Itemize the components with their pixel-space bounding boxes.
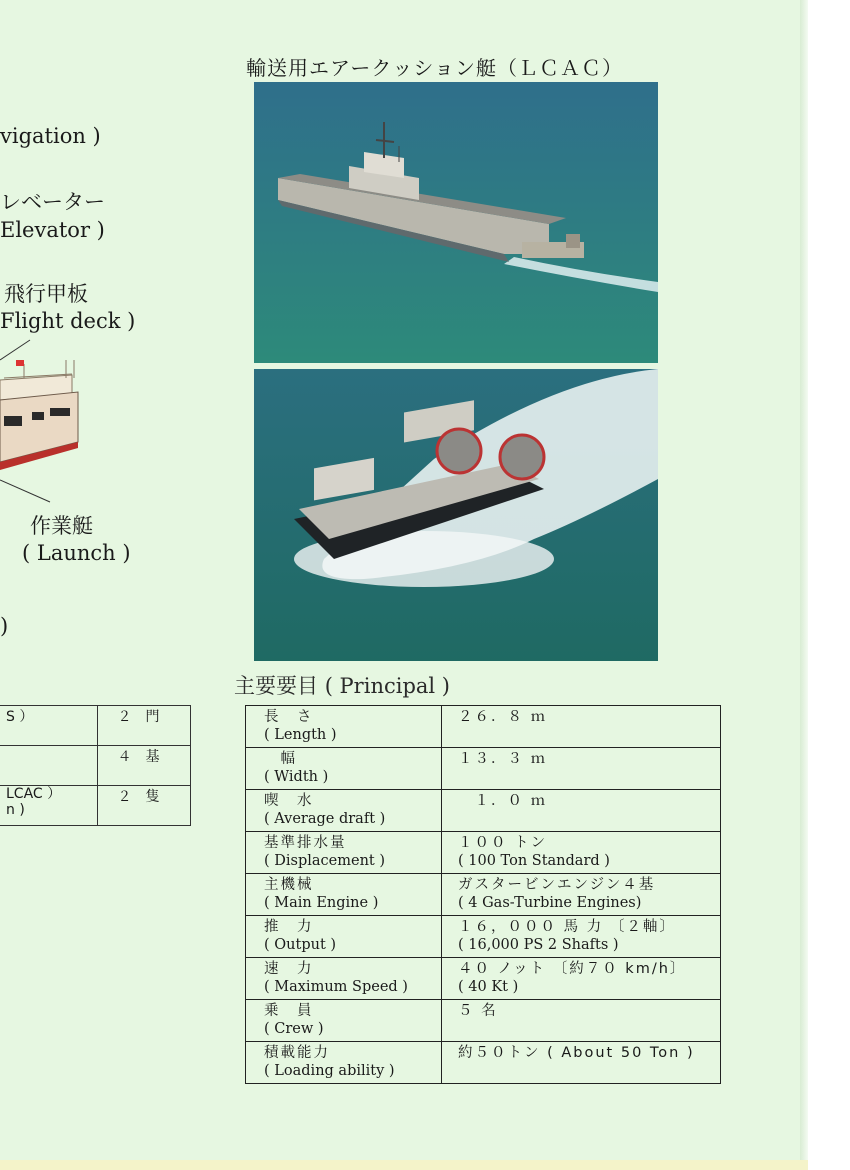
lcac-photo (254, 369, 658, 661)
spec-key-en: ( Width ) (264, 769, 329, 785)
spec-value-cell (442, 1042, 721, 1084)
spec-key-jp: 基準排水量 (264, 835, 347, 851)
flight-deck-label-en: Flight deck ) (0, 309, 136, 333)
spec-value-line1: １．０ ｍ (458, 793, 548, 809)
spec-value-line1: １６，０００ 馬 力 〔２軸〕 (458, 919, 676, 935)
left-table-label-line2: n ) (6, 802, 25, 818)
page-edge (800, 0, 808, 1170)
spec-key-cell (246, 874, 442, 916)
spec-key-cell (246, 706, 442, 748)
spec-value-line1: １００ トン (458, 835, 548, 851)
spec-row (246, 748, 721, 790)
spec-key-en: ( Average draft ) (264, 811, 386, 827)
spec-value-cell (442, 706, 721, 748)
table-row (0, 706, 190, 746)
left-table-label: S ） (0, 706, 97, 746)
spec-key-en: ( Crew ) (264, 1021, 324, 1037)
spec-row (246, 706, 721, 748)
principal-title-en: ( Principal ) (324, 674, 450, 698)
spec-value-cell (442, 832, 721, 874)
spec-key-en: ( Loading ability ) (264, 1063, 395, 1079)
spec-key-cell (246, 832, 442, 874)
left-table-value: ２ 門 (97, 706, 190, 746)
spec-key-cell (246, 748, 442, 790)
left-armament-table (0, 705, 191, 826)
spec-value-cell (442, 958, 721, 1000)
launch-label-en: ( Launch ) (22, 541, 131, 565)
spec-value-line2: ( 16,000 PS 2 Shafts ) (458, 937, 619, 953)
spec-key-jp: 主機械 (264, 877, 314, 893)
principal-spec-table (245, 705, 721, 1084)
spec-value-line2: ( 100 Ton Standard ) (458, 853, 610, 869)
navigation-label: vigation ) (0, 124, 101, 148)
spec-key-jp: 推 力 (264, 919, 314, 935)
spec-value-line1: ５ 名 (458, 1003, 498, 1019)
spec-key-en: ( Displacement ) (264, 853, 385, 869)
left-table-value: ２ 隻 (97, 786, 190, 826)
left-table-label (0, 786, 97, 826)
spec-key-jp: 喫 水 (264, 793, 314, 809)
spec-key-en: ( Main Engine ) (264, 895, 379, 911)
spec-row (246, 958, 721, 1000)
spec-key-cell (246, 790, 442, 832)
spec-value-cell (442, 874, 721, 916)
spec-key-cell (246, 958, 442, 1000)
spec-value-cell (442, 1000, 721, 1042)
spec-row (246, 874, 721, 916)
spec-value-cell (442, 748, 721, 790)
ship-photo (254, 82, 658, 363)
bottom-strip (0, 1160, 808, 1170)
paren-fragment: ) (0, 614, 9, 638)
left-table-value: ４ 基 (97, 746, 190, 786)
spec-value-line1: ４０ ノット 〔約７０ km/h〕 (458, 961, 687, 977)
table-row (0, 786, 190, 826)
spec-value-line1: １３．３ ｍ (458, 751, 548, 767)
spec-value-line2: ( 4 Gas-Turbine Engines) (458, 895, 642, 911)
spec-key-jp: 速 力 (264, 961, 314, 977)
elevator-label-en: Elevator ) (0, 218, 105, 242)
spec-key-cell (246, 1000, 442, 1042)
left-table-label-line1: LCAC ） (6, 786, 62, 802)
principal-title (234, 670, 450, 700)
spec-key-en: ( Output ) (264, 937, 337, 953)
left-table-label (0, 746, 97, 786)
flight-deck-label-jp: 飛行甲板 (4, 282, 88, 306)
spec-key-en: ( Length ) (264, 727, 337, 743)
spec-row (246, 790, 721, 832)
spec-value-line2: ( 40 Kt ) (458, 979, 519, 995)
spec-key-jp: 積載能力 (264, 1045, 330, 1061)
spec-key-cell (246, 1042, 442, 1084)
launch-label-jp: 作業艇 (30, 514, 93, 538)
spec-key-jp: 乗 員 (264, 1003, 314, 1019)
spec-value-line1: ２６．８ ｍ (458, 709, 548, 725)
elevator-label-jp: レベーター (0, 190, 105, 214)
photo-title: 輸送用エアークッション艇（ＬＣＡＣ） (246, 56, 623, 80)
spec-value-line1: ガスタービンエンジン４基 (458, 877, 656, 893)
spec-row (246, 1000, 721, 1042)
spec-key-jp: 幅 (264, 751, 297, 767)
spec-row (246, 832, 721, 874)
ship-illustration (0, 330, 110, 510)
principal-title-jp: 主要要目 (234, 674, 318, 698)
spec-key-cell (246, 916, 442, 958)
spec-row (246, 916, 721, 958)
spec-row (246, 1042, 721, 1084)
spec-value-cell (442, 916, 721, 958)
spec-key-jp: 長 さ (264, 709, 314, 725)
spec-key-en: ( Maximum Speed ) (264, 979, 408, 995)
spec-value-cell (442, 790, 721, 832)
table-row (0, 746, 190, 786)
spec-value-line1: 約５０トン ( About 50 Ton ) (458, 1045, 695, 1061)
